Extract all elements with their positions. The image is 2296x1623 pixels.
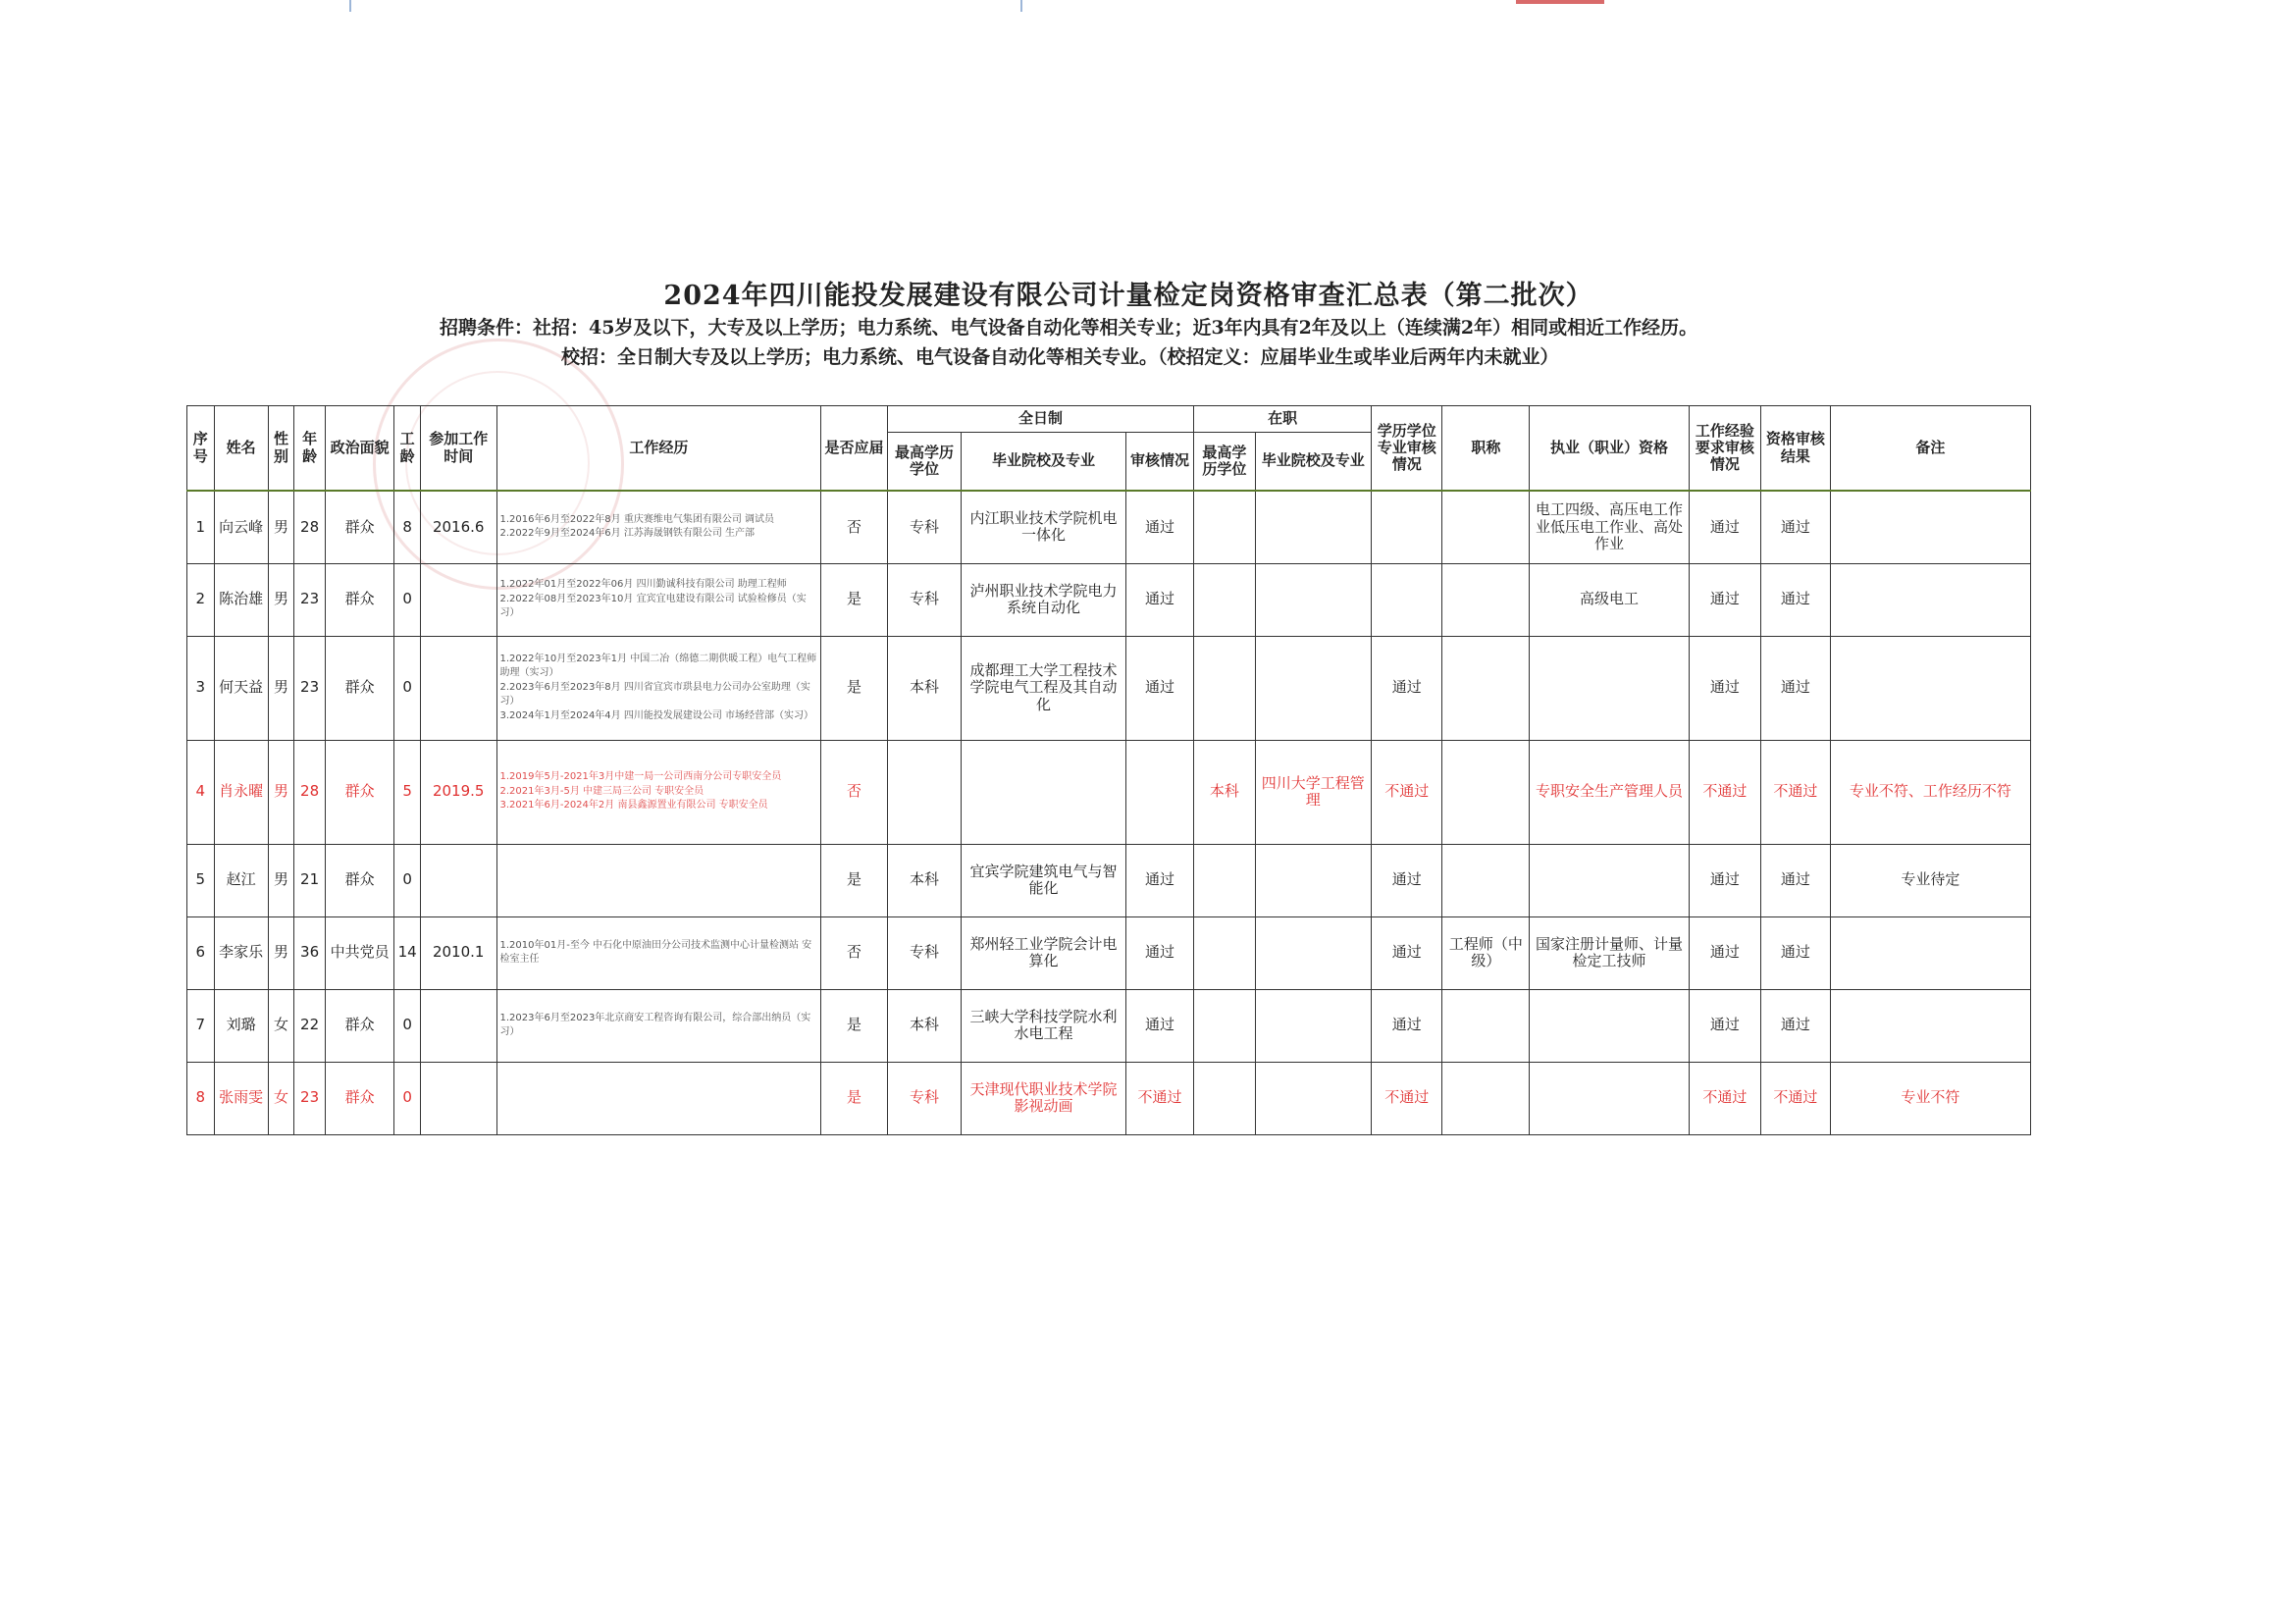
- cell-experience: [496, 916, 821, 989]
- scan-mark: [1020, 0, 1022, 12]
- cell-years: 0: [394, 636, 421, 740]
- cell-seq: 6: [187, 916, 215, 989]
- cell-gender: 男: [268, 740, 294, 844]
- col-name: 姓名: [214, 406, 268, 492]
- cell-age: 21: [294, 844, 326, 916]
- cell-ft-school: 成都理工大学工程技术学院电气工程及其自动化: [962, 636, 1125, 740]
- cell-ft-review: [1125, 740, 1193, 844]
- cell-name: 肖永曜: [214, 740, 268, 844]
- cell-experience: [496, 844, 821, 916]
- cell-result: 通过: [1761, 844, 1830, 916]
- cell-title: [1442, 844, 1530, 916]
- cell-qualification: [1530, 636, 1689, 740]
- cell-name: 向云峰: [214, 491, 268, 563]
- cell-gender: 女: [268, 989, 294, 1062]
- recruitment-conditions-campus: 校招：全日制大专及以上学历；电力系统、电气设备自动化等相关专业。（校招定义：应届毕业生或毕业后两年内未就业）: [561, 346, 1559, 368]
- cell-fresh: 否: [821, 740, 887, 844]
- group-inservice: 在职: [1194, 406, 1372, 433]
- cell-age: 23: [294, 1062, 326, 1134]
- cell-exp-review: 通过: [1689, 844, 1761, 916]
- group-fulltime: 全日制: [887, 406, 1194, 433]
- col-experience: 工作经历: [496, 406, 821, 492]
- cell-qualification: [1530, 844, 1689, 916]
- cell-fresh: 是: [821, 1062, 887, 1134]
- table-row: [187, 844, 2031, 916]
- cell-remark: 专业待定: [1830, 844, 2030, 916]
- experience-line: 1.2022年10月至2023年1月 中国二冶（绵德二期供暖工程）电气工程师助理（实习）: [499, 653, 817, 679]
- cell-is-school: [1255, 989, 1371, 1062]
- cell-seq: 1: [187, 491, 215, 563]
- cell-qualification: 电工四级、高压电工作业低压电工作业、高处作业: [1530, 491, 1689, 563]
- col-remark: 备注: [1830, 406, 2030, 492]
- cell-political: 群众: [325, 636, 393, 740]
- cell-remark: [1830, 563, 2030, 636]
- col-start: 参加工作时间: [420, 406, 496, 492]
- cell-result: 通过: [1761, 563, 1830, 636]
- cell-gender: 女: [268, 1062, 294, 1134]
- cell-age: 36: [294, 916, 326, 989]
- cell-ft-degree: 本科: [887, 844, 962, 916]
- document-header: [186, 280, 2031, 372]
- cell-title: [1442, 491, 1530, 563]
- cell-ft-review: 通过: [1125, 636, 1193, 740]
- cell-ft-school: 泸州职业技术学院电力系统自动化: [962, 563, 1125, 636]
- cell-gender: 男: [268, 916, 294, 989]
- cell-ft-degree: 专科: [887, 1062, 962, 1134]
- scan-mark: [349, 0, 351, 12]
- cell-ft-review: 通过: [1125, 563, 1193, 636]
- cell-title: [1442, 1062, 1530, 1134]
- experience-line: 2.2022年9月至2024年6月 江苏海晟钢铁有限公司 生产部: [499, 528, 756, 540]
- cell-start: [420, 636, 496, 740]
- document-title: 2024年四川能投发展建设有限公司计量检定岗资格审查汇总表（第二批次）: [663, 281, 1593, 311]
- cell-ft-review: 通过: [1125, 491, 1193, 563]
- col-political: 政治面貌: [325, 406, 393, 492]
- table-body: [187, 491, 2031, 1134]
- cell-remark: 专业不符: [1830, 1062, 2030, 1134]
- cell-exp-review: 通过: [1689, 989, 1761, 1062]
- cell-is-school: 四川大学工程管理: [1255, 740, 1371, 844]
- cell-degree-major-review: 通过: [1371, 636, 1442, 740]
- cell-result: 不通过: [1761, 1062, 1830, 1134]
- cell-exp-review: 不通过: [1689, 1062, 1761, 1134]
- cell-name: 赵江: [214, 844, 268, 916]
- cell-title: [1442, 989, 1530, 1062]
- cell-degree-major-review: 通过: [1371, 916, 1442, 989]
- cell-is-school: [1255, 491, 1371, 563]
- cell-ft-school: 宜宾学院建筑电气与智能化: [962, 844, 1125, 916]
- cell-gender: 男: [268, 844, 294, 916]
- cell-start: 2016.6: [420, 491, 496, 563]
- cell-years: 5: [394, 740, 421, 844]
- cell-gender: 男: [268, 563, 294, 636]
- cell-title: [1442, 740, 1530, 844]
- table-row: [187, 491, 2031, 563]
- cell-title: [1442, 636, 1530, 740]
- cell-start: [420, 1062, 496, 1134]
- cell-qualification: [1530, 1062, 1689, 1134]
- cell-seq: 3: [187, 636, 215, 740]
- cell-degree-major-review: 不通过: [1371, 740, 1442, 844]
- cell-ft-school: 内江职业技术学院机电一体化: [962, 491, 1125, 563]
- cell-gender: 男: [268, 636, 294, 740]
- cell-years: 0: [394, 989, 421, 1062]
- cell-ft-review: 通过: [1125, 844, 1193, 916]
- experience-line: 2.2021年3月-5月 中建三局三公司 专职安全员: [499, 785, 704, 797]
- cell-start: [420, 563, 496, 636]
- cell-is-degree: [1194, 636, 1255, 740]
- cell-is-school: [1255, 563, 1371, 636]
- cell-seq: 5: [187, 844, 215, 916]
- cell-ft-school: [962, 740, 1125, 844]
- col-years: 工龄: [394, 406, 421, 492]
- cell-exp-review: 通过: [1689, 636, 1761, 740]
- cell-fresh: 是: [821, 989, 887, 1062]
- cell-years: 8: [394, 491, 421, 563]
- cell-is-degree: [1194, 491, 1255, 563]
- cell-is-school: [1255, 916, 1371, 989]
- cell-fresh: 是: [821, 844, 887, 916]
- cell-experience: [496, 740, 821, 844]
- experience-line: 2.2023年6月至2023年8月 四川省宜宾市珙县电力公司办公室助理（实习）: [499, 681, 810, 707]
- cell-remark: [1830, 491, 2030, 563]
- cell-political: 中共党员: [325, 916, 393, 989]
- cell-ft-degree: 专科: [887, 563, 962, 636]
- cell-years: 0: [394, 844, 421, 916]
- col-ft-review: 审核情况: [1125, 433, 1193, 492]
- cell-fresh: 否: [821, 491, 887, 563]
- cell-ft-degree: 本科: [887, 636, 962, 740]
- header-row-group: [187, 406, 2031, 433]
- col-ft-school: 毕业院校及专业: [962, 433, 1125, 492]
- cell-qualification: 国家注册计量师、计量检定工技师: [1530, 916, 1689, 989]
- cell-is-degree: [1194, 916, 1255, 989]
- cell-remark: [1830, 989, 2030, 1062]
- experience-line: 3.2024年1月至2024年4月 四川能投发展建设公司 市场经营部（实习）: [499, 709, 814, 721]
- cell-ft-review: 不通过: [1125, 1062, 1193, 1134]
- cell-is-degree: 本科: [1194, 740, 1255, 844]
- cell-age: 23: [294, 563, 326, 636]
- cell-age: 23: [294, 636, 326, 740]
- cell-exp-review: 通过: [1689, 563, 1761, 636]
- scan-top-edge: [0, 0, 2296, 10]
- cell-qualification: [1530, 989, 1689, 1062]
- cell-is-school: [1255, 636, 1371, 740]
- cell-degree-major-review: [1371, 491, 1442, 563]
- cell-title: [1442, 563, 1530, 636]
- cell-degree-major-review: 通过: [1371, 989, 1442, 1062]
- cell-result: 通过: [1761, 636, 1830, 740]
- cell-is-degree: [1194, 989, 1255, 1062]
- scan-mark: [1516, 0, 1604, 4]
- cell-start: [420, 844, 496, 916]
- col-fresh: 是否应届: [821, 406, 887, 492]
- experience-line: 1.2016年6月至2022年8月 重庆赛维电气集团有限公司 调试员: [499, 513, 775, 525]
- cell-political: 群众: [325, 491, 393, 563]
- cell-start: 2019.5: [420, 740, 496, 844]
- cell-fresh: 否: [821, 916, 887, 989]
- qualification-review-table: [186, 405, 2031, 1135]
- col-degree-major-review: 学历学位专业审核情况: [1371, 406, 1442, 492]
- cell-fresh: 是: [821, 636, 887, 740]
- cell-remark: [1830, 636, 2030, 740]
- cell-ft-school: 郑州轻工业学院会计电算化: [962, 916, 1125, 989]
- cell-ft-degree: 专科: [887, 491, 962, 563]
- table-row: [187, 636, 2031, 740]
- cell-exp-review: 通过: [1689, 491, 1761, 563]
- cell-title: 工程师（中级）: [1442, 916, 1530, 989]
- table-row: [187, 1062, 2031, 1134]
- cell-political: 群众: [325, 844, 393, 916]
- cell-fresh: 是: [821, 563, 887, 636]
- cell-age: 28: [294, 491, 326, 563]
- col-gender: 性别: [268, 406, 294, 492]
- cell-qualification: 高级电工: [1530, 563, 1689, 636]
- cell-ft-school: 三峡大学科技学院水利水电工程: [962, 989, 1125, 1062]
- cell-qualification: 专职安全生产管理人员: [1530, 740, 1689, 844]
- experience-line: 1.2022年01月至2022年06月 四川勤诚科技有限公司 助理工程师: [499, 579, 787, 591]
- cell-ft-degree: 本科: [887, 989, 962, 1062]
- cell-years: 0: [394, 1062, 421, 1134]
- cell-result: 通过: [1761, 989, 1830, 1062]
- col-seq: 序号: [187, 406, 215, 492]
- recruitment-conditions-social: 招聘条件：社招：45岁及以下，大专及以上学历；电力系统、电气设备自动化等相关专业；近3年内具有2年及以上（连续满2年）相同或相近工作经历。: [440, 317, 1698, 339]
- col-is-school: 毕业院校及专业: [1255, 433, 1371, 492]
- cell-seq: 8: [187, 1062, 215, 1134]
- cell-experience: [496, 989, 821, 1062]
- cell-seq: 2: [187, 563, 215, 636]
- experience-line: 1.2019年5月-2021年3月中建一局一公司西南分公司专职安全员: [499, 771, 782, 783]
- cell-political: 群众: [325, 740, 393, 844]
- cell-age: 22: [294, 989, 326, 1062]
- cell-name: 何天益: [214, 636, 268, 740]
- col-qualification: 执业（职业）资格: [1530, 406, 1689, 492]
- cell-start: 2010.1: [420, 916, 496, 989]
- cell-experience: [496, 563, 821, 636]
- cell-is-school: [1255, 1062, 1371, 1134]
- table-row: [187, 916, 2031, 989]
- cell-remark: [1830, 916, 2030, 989]
- cell-is-degree: [1194, 1062, 1255, 1134]
- col-result: 资格审核结果: [1761, 406, 1830, 492]
- col-title: 职称: [1442, 406, 1530, 492]
- cell-gender: 男: [268, 491, 294, 563]
- table-row: [187, 740, 2031, 844]
- cell-remark: 专业不符、工作经历不符: [1830, 740, 2030, 844]
- cell-degree-major-review: 不通过: [1371, 1062, 1442, 1134]
- cell-ft-degree: [887, 740, 962, 844]
- cell-result: 不通过: [1761, 740, 1830, 844]
- cell-experience: [496, 1062, 821, 1134]
- col-age: 年龄: [294, 406, 326, 492]
- cell-is-degree: [1194, 844, 1255, 916]
- cell-ft-review: 通过: [1125, 916, 1193, 989]
- cell-is-degree: [1194, 563, 1255, 636]
- cell-political: 群众: [325, 563, 393, 636]
- cell-start: [420, 989, 496, 1062]
- cell-name: 陈治雄: [214, 563, 268, 636]
- cell-result: 通过: [1761, 491, 1830, 563]
- cell-seq: 4: [187, 740, 215, 844]
- cell-age: 28: [294, 740, 326, 844]
- cell-result: 通过: [1761, 916, 1830, 989]
- experience-line: 3.2021年6月-2024年2月 南县鑫源置业有限公司 专职安全员: [499, 800, 768, 812]
- cell-is-school: [1255, 844, 1371, 916]
- col-exp-review: 工作经验要求审核情况: [1689, 406, 1761, 492]
- cell-exp-review: 不通过: [1689, 740, 1761, 844]
- cell-ft-degree: 专科: [887, 916, 962, 989]
- table-row: [187, 563, 2031, 636]
- col-ft-degree: 最高学历学位: [887, 433, 962, 492]
- cell-years: 14: [394, 916, 421, 989]
- cell-experience: [496, 636, 821, 740]
- cell-seq: 7: [187, 989, 215, 1062]
- col-is-degree: 最高学历学位: [1194, 433, 1255, 492]
- cell-name: 李家乐: [214, 916, 268, 989]
- cell-ft-review: 通过: [1125, 989, 1193, 1062]
- cell-experience: [496, 491, 821, 563]
- experience-line: 1.2010年01月-至今 中石化中原油田分公司技术监测中心计量检测站 安检室主任: [499, 939, 812, 965]
- cell-degree-major-review: 通过: [1371, 844, 1442, 916]
- experience-line: 2.2022年08月至2023年10月 宜宾宜电建设有限公司 试验检修员（实习）: [499, 593, 807, 619]
- cell-name: 张雨雯: [214, 1062, 268, 1134]
- cell-political: 群众: [325, 1062, 393, 1134]
- cell-degree-major-review: [1371, 563, 1442, 636]
- table-row: [187, 989, 2031, 1062]
- cell-exp-review: 通过: [1689, 916, 1761, 989]
- cell-political: 群众: [325, 989, 393, 1062]
- cell-name: 刘璐: [214, 989, 268, 1062]
- cell-years: 0: [394, 563, 421, 636]
- cell-ft-school: 天津现代职业技术学院影视动画: [962, 1062, 1125, 1134]
- experience-line: 1.2023年6月至2023年北京商安工程咨询有限公司，综合部出纳员（实习）: [499, 1012, 811, 1037]
